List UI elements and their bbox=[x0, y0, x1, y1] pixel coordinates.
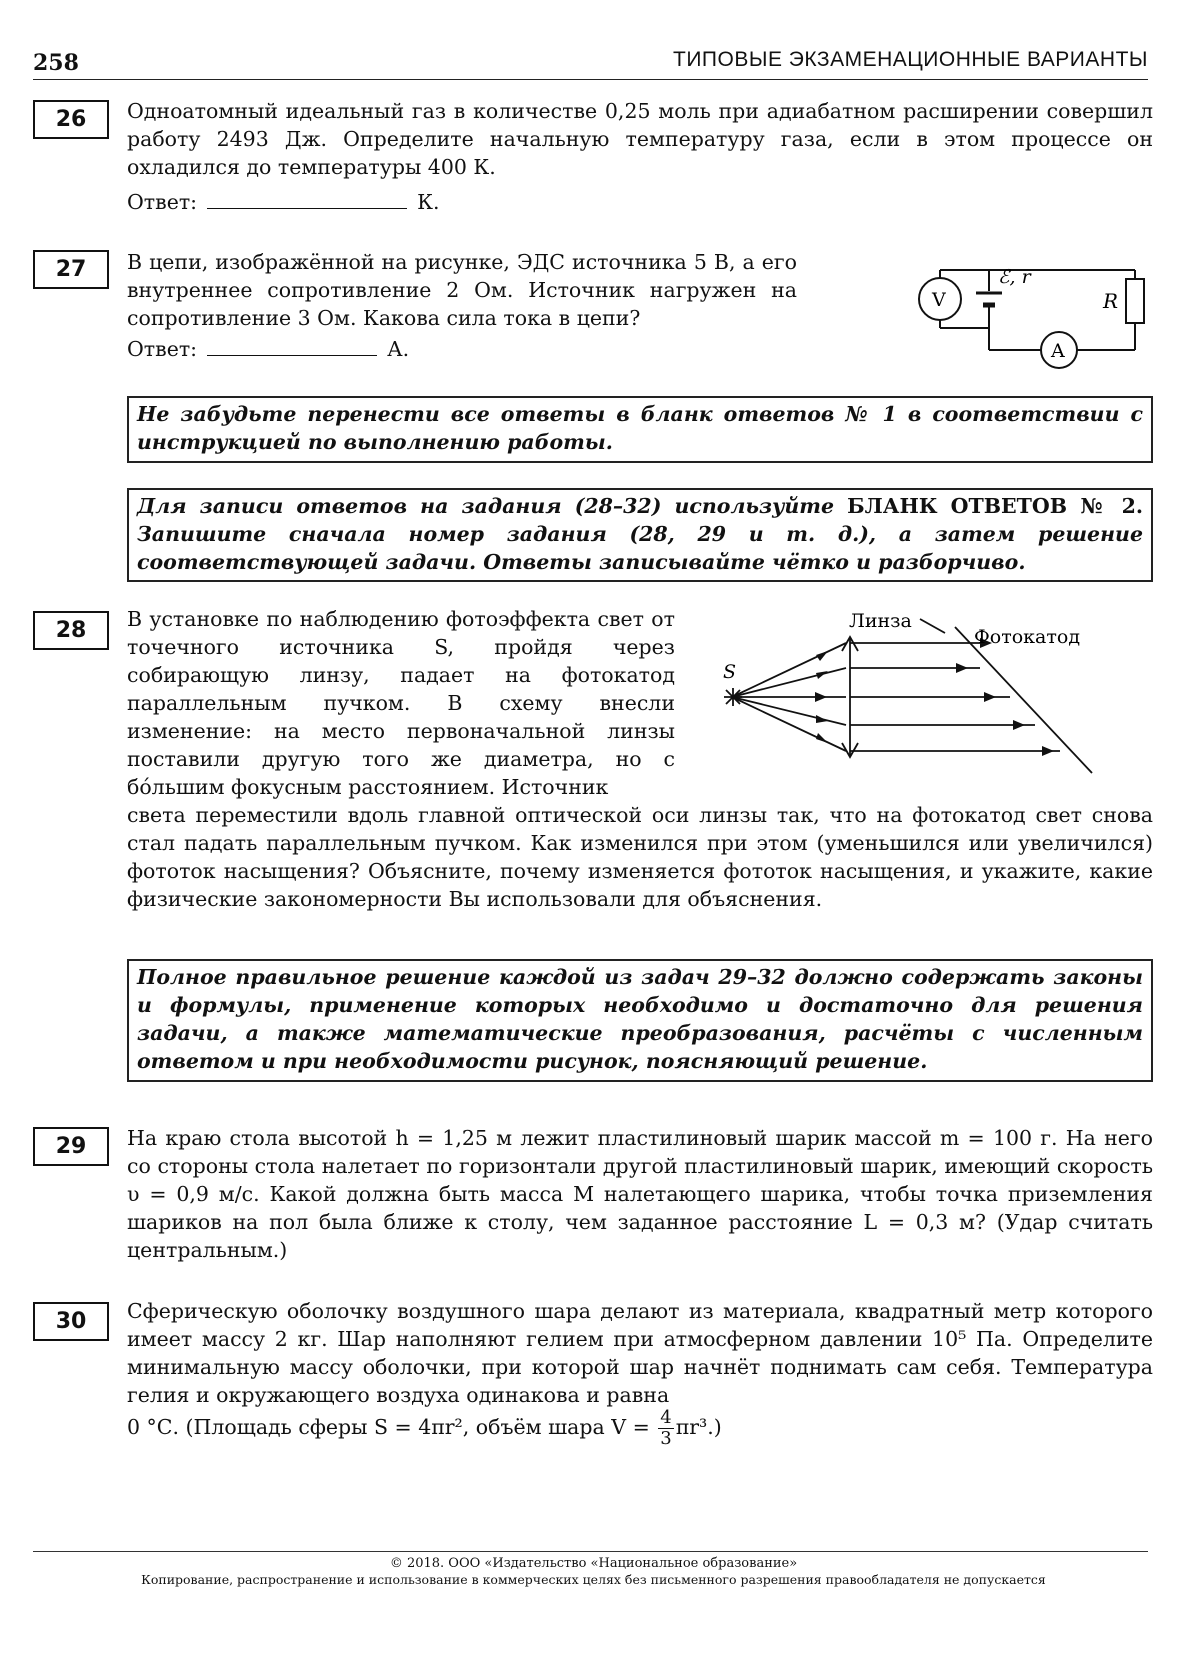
footer-notice: Копирование, распространение и использование в коммерческих целях без письменного разрешения правообладателя не допускается bbox=[141, 1572, 1046, 1587]
task-28-number: 28 bbox=[33, 611, 109, 650]
footer-copyright: © 2018. ООО «Издательство «Национальное образование» bbox=[389, 1556, 798, 1571]
ray-arrow bbox=[816, 671, 828, 679]
ray-arrow bbox=[816, 651, 828, 661]
ray-arrow bbox=[816, 715, 828, 723]
photoeffect-diagram bbox=[720, 605, 1160, 790]
task-26-number: 26 bbox=[33, 100, 109, 139]
page-number: 258 bbox=[33, 50, 79, 76]
ray-arrow bbox=[1013, 720, 1025, 730]
resistor bbox=[1126, 279, 1144, 323]
ray bbox=[732, 697, 846, 725]
voltmeter-label: V bbox=[932, 289, 946, 311]
running-title: ТИПОВЫЕ ЭКЗАМЕНАЦИОННЫЕ ВАРИАНТЫ bbox=[673, 48, 1148, 71]
ray-arrow bbox=[956, 663, 968, 673]
notice-transfer-answers: Не забудьте перенести все ответы в бланк ответов № 1 в соответствии с инструкцией по выполнению работы. bbox=[127, 396, 1153, 463]
circuit-diagram bbox=[890, 245, 1160, 385]
source-label: S bbox=[723, 661, 737, 683]
resistor-label: R bbox=[1103, 289, 1119, 313]
answer-blank[interactable] bbox=[207, 207, 407, 209]
ammeter-label: A bbox=[1051, 340, 1065, 362]
formula-text: 0 °С. (Площадь сферы S = 4πr², объём шара V = bbox=[127, 1415, 657, 1439]
task-30-text: Сферическую оболочку воздушного шара делают из материала, квадратный метр которого имеет массу 2 кг. Шар наполняют гелием при атмосферном давлении 10⁵ Па. Определите минимальную массу оболочки, при которой шар начнёт поднимать сам себя. Температура гелия и окружающего воздуха одинакова и равна bbox=[127, 1299, 1153, 1407]
footer-divider bbox=[33, 1551, 1148, 1552]
formula-text: πr³.) bbox=[675, 1415, 722, 1439]
fraction-numerator: 4 bbox=[660, 1407, 672, 1428]
task-27-number: 27 bbox=[33, 250, 109, 289]
ray-arrow bbox=[816, 733, 828, 743]
label-leader bbox=[920, 619, 945, 633]
notice-full-solution: Полное правильное решение каждой из задач 29–32 должно содержать законы и формулы, применение которых необходимо и достаточно для решения задачи, а также математические преобразования, расчёты с численным ответом и при необходимости рисунок, поясняющий решение. bbox=[127, 959, 1153, 1082]
lens-label: Линза bbox=[849, 610, 912, 632]
task-30-formula-line bbox=[127, 1405, 722, 1449]
ray bbox=[732, 668, 846, 697]
header-divider bbox=[33, 79, 1148, 80]
ray-arrow bbox=[815, 692, 827, 702]
task-28-text-wrapped: В установке по наблюдению фотоэффекта свет от точечного источника S, пройдя через собирающую линзу, падает на фотокатод параллельным пучком. В схему внесли изменение: на место первоначальной линзы поставили другую того же диаметра, но с бóльшим фокусным расстоянием. Источник bbox=[127, 607, 675, 799]
answer-unit: А. bbox=[387, 337, 410, 361]
answer-label: Ответ: bbox=[127, 337, 198, 361]
notice-text: Для записи ответов на задания (28–32) используйте bbox=[137, 494, 848, 518]
task-26-text: Одноатомный идеальный газ в количестве 0,25 моль при адиабатном расширении совершил работу 2493 Дж. Определите начальную температуру газа, если в этом процессе он охладился до температуры 400 К. bbox=[127, 99, 1153, 179]
task-29-number: 29 bbox=[33, 1127, 109, 1166]
answer-unit: К. bbox=[417, 190, 440, 214]
answer-label: Ответ: bbox=[127, 190, 198, 214]
photocathode-label: Фотокатод bbox=[974, 626, 1081, 648]
task-26-answer bbox=[127, 190, 439, 214]
ray-arrow bbox=[1042, 746, 1054, 756]
ray bbox=[732, 697, 846, 751]
task-27-answer bbox=[127, 337, 409, 361]
source-label: ℰ, r bbox=[998, 266, 1031, 288]
fraction-denominator: 3 bbox=[660, 1428, 672, 1449]
notice-answer-form-2 bbox=[127, 488, 1153, 582]
ray bbox=[732, 643, 846, 697]
fraction bbox=[658, 1408, 673, 1449]
answer-blank[interactable] bbox=[207, 354, 377, 356]
notice-text: Запишите сначала номер задания (28, 29 и т. д.), а затем решение соответствующей задачи. Ответы записывайте чётко и разборчиво. bbox=[137, 522, 1143, 574]
task-30-number: 30 bbox=[33, 1302, 109, 1341]
notice-bold: БЛАНК ОТВЕТОВ № 2. bbox=[847, 494, 1143, 518]
task-27-text: В цепи, изображённой на рисунке, ЭДС источника 5 В, а его внутреннее сопротивление 2 Ом. Источник нагружен на сопротивление 3 Ом. Какова сила тока в цепи? bbox=[127, 250, 797, 330]
task-29-text: На краю стола высотой h = 1,25 м лежит пластилиновый шарик массой m = 100 г. На него со стороны стола налетает по горизонтали другой пластилиновый шарик, имеющий скорость υ = 0,9 м/с. Какой должна быть масса M налетающего шарика, чтобы точка приземления шариков на пол была ближе к столу, чем заданное расстояние L = 0,3 м? (Удар считать центральным.) bbox=[127, 1126, 1153, 1262]
task-28-text: света переместили вдоль главной оптической оси линзы так, что на фотокатод свет снова стал падать параллельным пучком. Как изменился при этом (уменьшился или увеличился) фототок насыщения? Объясните, почему изменяется фототок насыщения, и укажите, какие физические закономерности Вы использовали для объяснения. bbox=[127, 803, 1153, 911]
ray-arrow bbox=[984, 692, 996, 702]
